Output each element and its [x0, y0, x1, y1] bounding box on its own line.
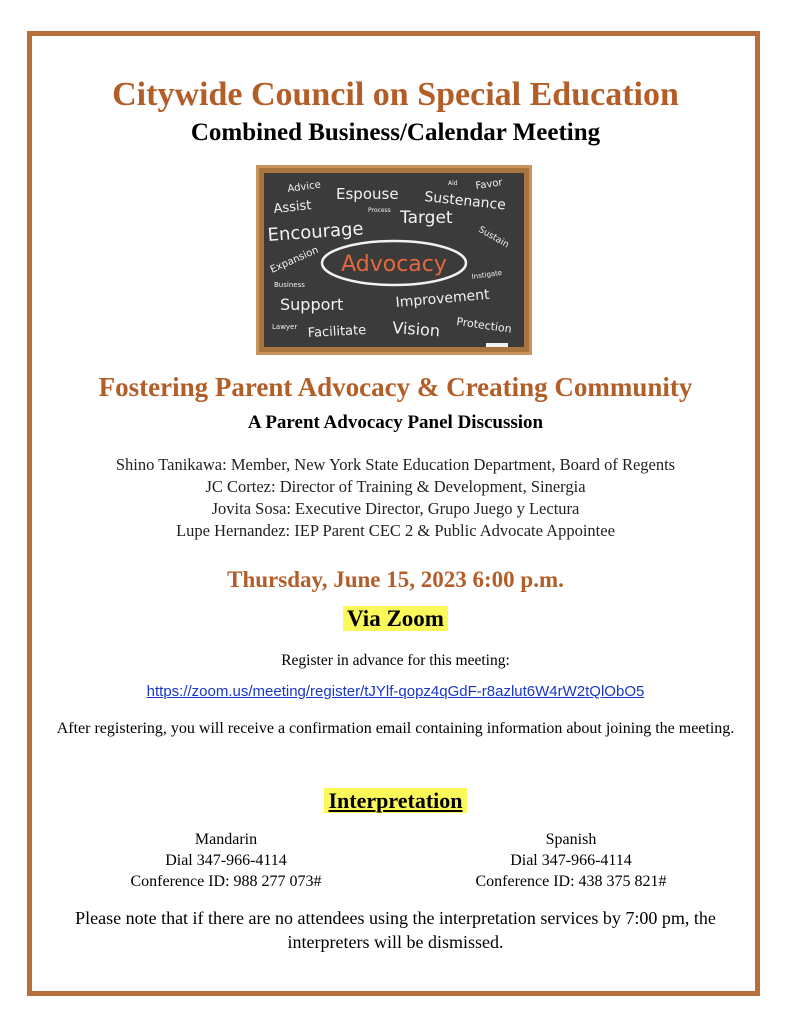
- panelist-item: Shino Tanikawa: Member, New York State Education Department, Board of Regents: [115, 455, 676, 474]
- chalk-word: Assist: [272, 198, 313, 217]
- chalk-word: Lawyer: [272, 323, 298, 331]
- chalk-word: Vision: [391, 318, 441, 341]
- panelist-item: JC Cortez: Director of Training & Development, Sinergia: [205, 477, 586, 496]
- page-subtitle: Combined Business/Calendar Meeting: [190, 119, 601, 146]
- zoom-registration-link[interactable]: https://zoom.us/meeting/register/tJYlf-qopz4qGdF-r8azlut6W4rW2tQlObO5: [146, 683, 645, 700]
- chalk-word-highlight: Advocacy: [341, 252, 447, 277]
- language-name: Spanish: [545, 831, 597, 848]
- chalk-word: Support: [280, 295, 344, 314]
- interpretation-heading: Interpretation: [324, 788, 466, 813]
- interpretation-spanish: [441, 829, 701, 892]
- chalk-word: Business: [274, 281, 305, 289]
- event-headline: Fostering Parent Advocacy & Creating Community: [98, 372, 693, 402]
- conference-id: Conference ID: 438 375 821#: [475, 873, 667, 890]
- chalk-word: Advice: [286, 179, 322, 195]
- event-date: Thursday, June 15, 2023 6:00 p.m.: [227, 567, 564, 592]
- chalk-word: Improvement: [394, 286, 491, 311]
- advocacy-chalkboard-image: [256, 165, 532, 355]
- interpretation-section: [0, 788, 791, 814]
- chalk-piece: [486, 343, 508, 347]
- chalk-word: Sustenance: [423, 189, 507, 214]
- chalk-word: Facilitate: [307, 322, 367, 341]
- chalk-word: Favor: [474, 177, 504, 192]
- chalk-word: Instigate: [471, 268, 503, 281]
- chalk-word: Expansion: [268, 244, 321, 276]
- chalk-word: Aid: [448, 180, 458, 187]
- interpretation-dismissal-note: Please note that if there are no attendees using the interpretation services by 7:00 pm, the interpreters will be dismissed.: [75, 908, 716, 952]
- zoom-section: [0, 606, 791, 632]
- language-name: Mandarin: [194, 831, 258, 848]
- via-zoom-label: Via Zoom: [343, 606, 448, 631]
- chalk-word: Target: [400, 208, 453, 228]
- chalk-word: Sustain: [476, 224, 511, 251]
- chalk-word: Protection: [455, 315, 513, 336]
- dial-number: Dial 347-966-4114: [510, 852, 632, 869]
- chalk-word: Espouse: [336, 185, 399, 203]
- confirmation-note: After registering, you will receive a confirmation email containing information about joining the meeting.: [56, 720, 735, 737]
- chalk-word: Process: [368, 207, 391, 214]
- panelist-item: Lupe Hernandez: IEP Parent CEC 2 & Public Advocate Appointee: [176, 521, 615, 540]
- page-title: Citywide Council on Special Education: [112, 76, 679, 113]
- panelist-item: Jovita Sosa: Executive Director, Grupo Juego y Lectura: [211, 499, 580, 518]
- dial-number: Dial 347-966-4114: [165, 852, 287, 869]
- register-text: Register in advance for this meeting:: [281, 652, 510, 669]
- interpretation-mandarin: [96, 829, 356, 892]
- conference-id: Conference ID: 988 277 073#: [130, 873, 322, 890]
- chalk-word: Encourage: [266, 218, 365, 246]
- panelist-list: [0, 454, 791, 542]
- panel-title: A Parent Advocacy Panel Discussion: [247, 412, 544, 433]
